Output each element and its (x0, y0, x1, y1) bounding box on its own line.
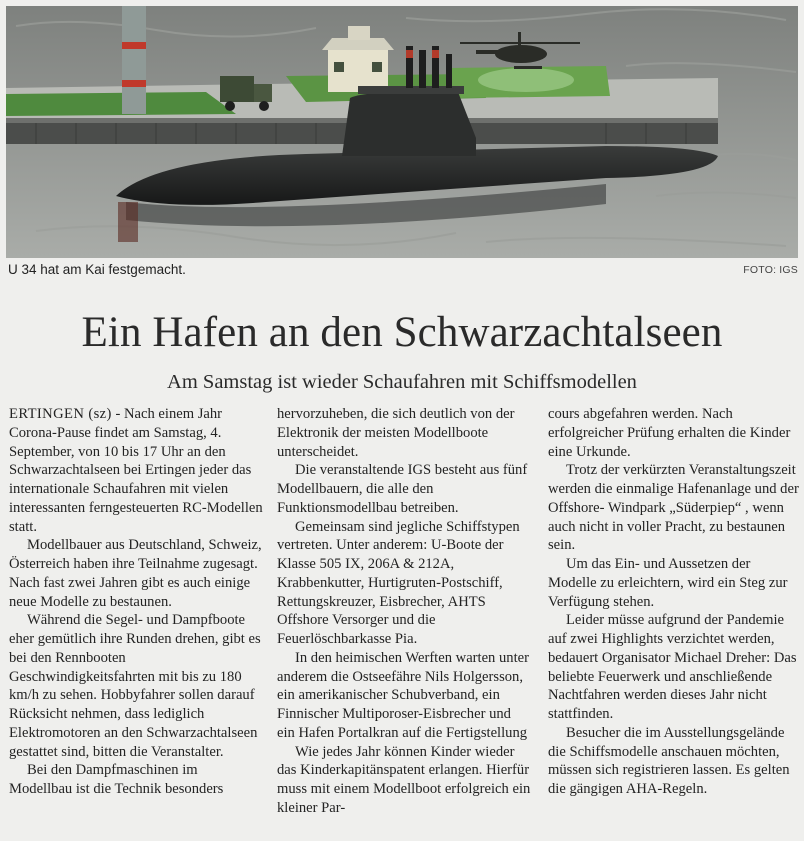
article-paragraph: Wie jedes Jahr können Kinder wieder das Kinderkapitänspatent erlangen. Hierfür muss mit einem Modellboot erfolgreich ein kleiner Par- (277, 743, 531, 816)
article-paragraph: cours abgefahren werden. Nach erfolgreicher Prüfung erhalten die Kinder eine Urkunde. (548, 406, 791, 460)
article-paragraph: Leider müsse aufgrund der Pandemie auf zwei Highlights verzichtet werden, bedauert Organisator Michael Dreher: Das beliebte Feuerwerk und anschließende Nachtfahren werden dieses Jahr nicht stattfinden. (548, 612, 797, 722)
submarine-model-harbor-photo (6, 6, 798, 258)
article-column-1 (9, 405, 263, 799)
article-photo (6, 6, 798, 258)
article-paragraph: Bei den Dampfmaschinen im Modellbau ist die Technik besonders (9, 762, 224, 797)
article-paragraph: Die veranstaltende IGS besteht aus fünf Modellbauern, die alle den Funktionsmodellbau betreiben. (277, 462, 528, 516)
article-headline: Ein Hafen an den Schwarzachtalseen (81, 309, 723, 356)
article-paragraph: Modellbauer aus Deutschland, Schweiz, Österreich haben ihre Teilnahme zugesagt. Nach fast zwei Jahren gibt es auch einige neue Modelle zu bestaunen. (9, 537, 262, 610)
article-paragraph: Gemeinsam sind jegliche Schiffstypen vertreten. Unter anderem: U-Boote der Klasse 505 IX, 206A & 212A, Krabbenkutter, Hurtigruten-Postschiff, Rettungskreuzer, Eisbrecher, AHTS Offshore Versorger und die Feuerlöschbarkasse Pia. (277, 518, 520, 647)
article-paragraph: Besucher die im Ausstellungsgelände die Schiffsmodelle anschauen möchten, müssen sich registrieren lassen. Es gelten die gängigen AHA-Regeln. (548, 724, 790, 797)
article-paragraph: In den heimischen Werften warten unter anderem die Ostseefähre Nils Holgersson, ein amerikanischer Schubverband, ein Finnischer Multiporoser-Eisbrecher und ein Hafen Portalkran auf die Fertigstellung (277, 649, 529, 741)
photo-caption: U 34 hat am Kai festgemacht. (8, 262, 186, 277)
photo-caption-row (8, 261, 798, 281)
photo-credit: FOTO: IGS (743, 264, 798, 276)
article-paragraph: hervorzuheben, die sich deutlich von der Elektronik der meisten Modellboote unterscheidet. (277, 406, 515, 460)
article-dateline: ERTINGEN (sz) (9, 406, 112, 422)
article-column-3 (548, 405, 802, 799)
article-paragraph: Trotz der verkürzten Veranstaltungszeit werden die einmalige Hafenanlage und der Offshore- Windpark „Süderpiep“ , wenn auch nicht in voller Pracht, zu bestaunen sein. (548, 462, 799, 554)
article-paragraph: ERTINGEN (sz) - Nach einem Jahr Corona-Pause findet am Samstag, 4. September, von 10 bis 17 Uhr an den Schwarzachtalseen bei Ertingen jeder das internationale Schaufahren mit vielen interessanten ferngesteuerten RC-Modellen statt. (9, 406, 263, 535)
article-paragraph: Während die Segel- und Dampfboote eher gemütlich ihre Runden drehen, gibt es bei den Rennbooten Geschwindigkeitsfahrten mit bis zu 180 km/h zu sehen. Hobbyfahrer sollen darauf Rücksicht nehmen, dass lediglich Elektromotoren an den Schwarzachtalseen gestattet sind, bitten die Veranstalter. (9, 612, 261, 760)
article-paragraph: Um das Ein- und Aussetzen der Modelle zu erleichtern, wird ein Steg zur Verfügung stehen. (548, 556, 788, 610)
article-subheadline: Am Samstag ist wieder Schaufahren mit Schiffsmodellen (167, 371, 637, 393)
article-column-2 (277, 405, 531, 818)
